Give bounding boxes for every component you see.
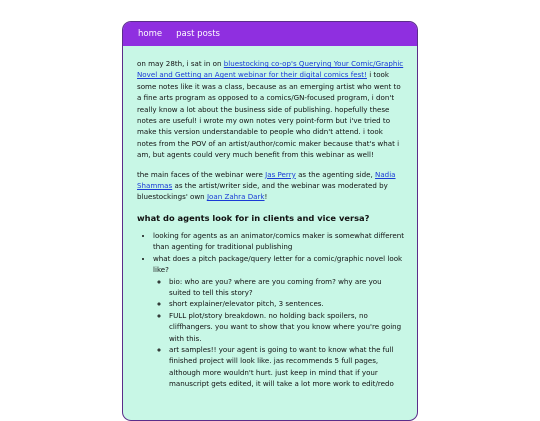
intro-text-1: on may 28th, i sat in on (137, 59, 224, 68)
sub-list-item: ◦ art samples!! your agent is going to want to know what the full finished project will look like. jas recommends 5 full pages, although more wouldn't hurt. just keep in mind that if your manuscript gets edited, it will take a lot more work to edit/redo (169, 344, 404, 390)
nav-home-link[interactable]: home (138, 28, 163, 39)
sub-list-item: ◦ FULL plot/story breakdown. no holding back spoilers, no cliffhangers. you want to show that you know where you're going with this. (169, 310, 404, 344)
faces-text-1: the main faces of the webinar were (137, 169, 266, 179)
list-item-text: what does a pitch package/query letter for a comic/graphic novel look like? (153, 253, 403, 275)
intro-paragraph (137, 58, 404, 161)
faces-paragraph (137, 169, 404, 203)
section-heading: what do agents look for in clients and vice versa? (137, 212, 370, 223)
nav-past-posts-link[interactable]: past posts (176, 28, 220, 39)
sub-list (153, 276, 404, 390)
joan-zahra-dark-link[interactable]: Joan Zahra Dark (206, 192, 265, 202)
faces-text-2: as the agenting side, (295, 169, 376, 179)
post-card (122, 21, 418, 421)
main-list (137, 230, 404, 390)
faces-text-4: ! (264, 192, 268, 202)
webinar-link[interactable]: bluestocking co-op's Querying Your Comic/Graphic Novel and Getting an Agent webinar for their digital comics fest! (137, 59, 404, 80)
intro-text-2: i took some notes like it was a class, because as an emerging artist who went to a fine arts program as opposed to a comics/GN-focused program, i don't really know a lot about the business side of publishing. hopefully these notes are useful! i wrote my own notes very point-form but i've tried to make this version understandable to people who didn't attend. i took notes from the POV of an artist/author/comic maker because that's what i am, but agents could very much benefit from this webinar as well! (137, 70, 401, 160)
nav-bar (123, 22, 417, 46)
list-item: • looking for agents as an animator/comics maker is somewhat different than agenting for traditional publishing (153, 230, 404, 253)
post-content (123, 46, 417, 390)
sub-list-item: ◦ short explainer/elevator pitch, 3 sentences. (169, 298, 404, 309)
list-item (153, 253, 404, 390)
sub-list-item: ◦ bio: who are you? where are you coming from? why are you suited to tell this story? (169, 276, 404, 299)
nadia-shammas-link[interactable]: Nadia Shammas (137, 169, 396, 191)
faces-text-3: as the artist/writer side, and the webinar was moderated by bluestockings' own (137, 181, 388, 202)
jas-perry-link[interactable]: Jas Perry (265, 169, 296, 179)
